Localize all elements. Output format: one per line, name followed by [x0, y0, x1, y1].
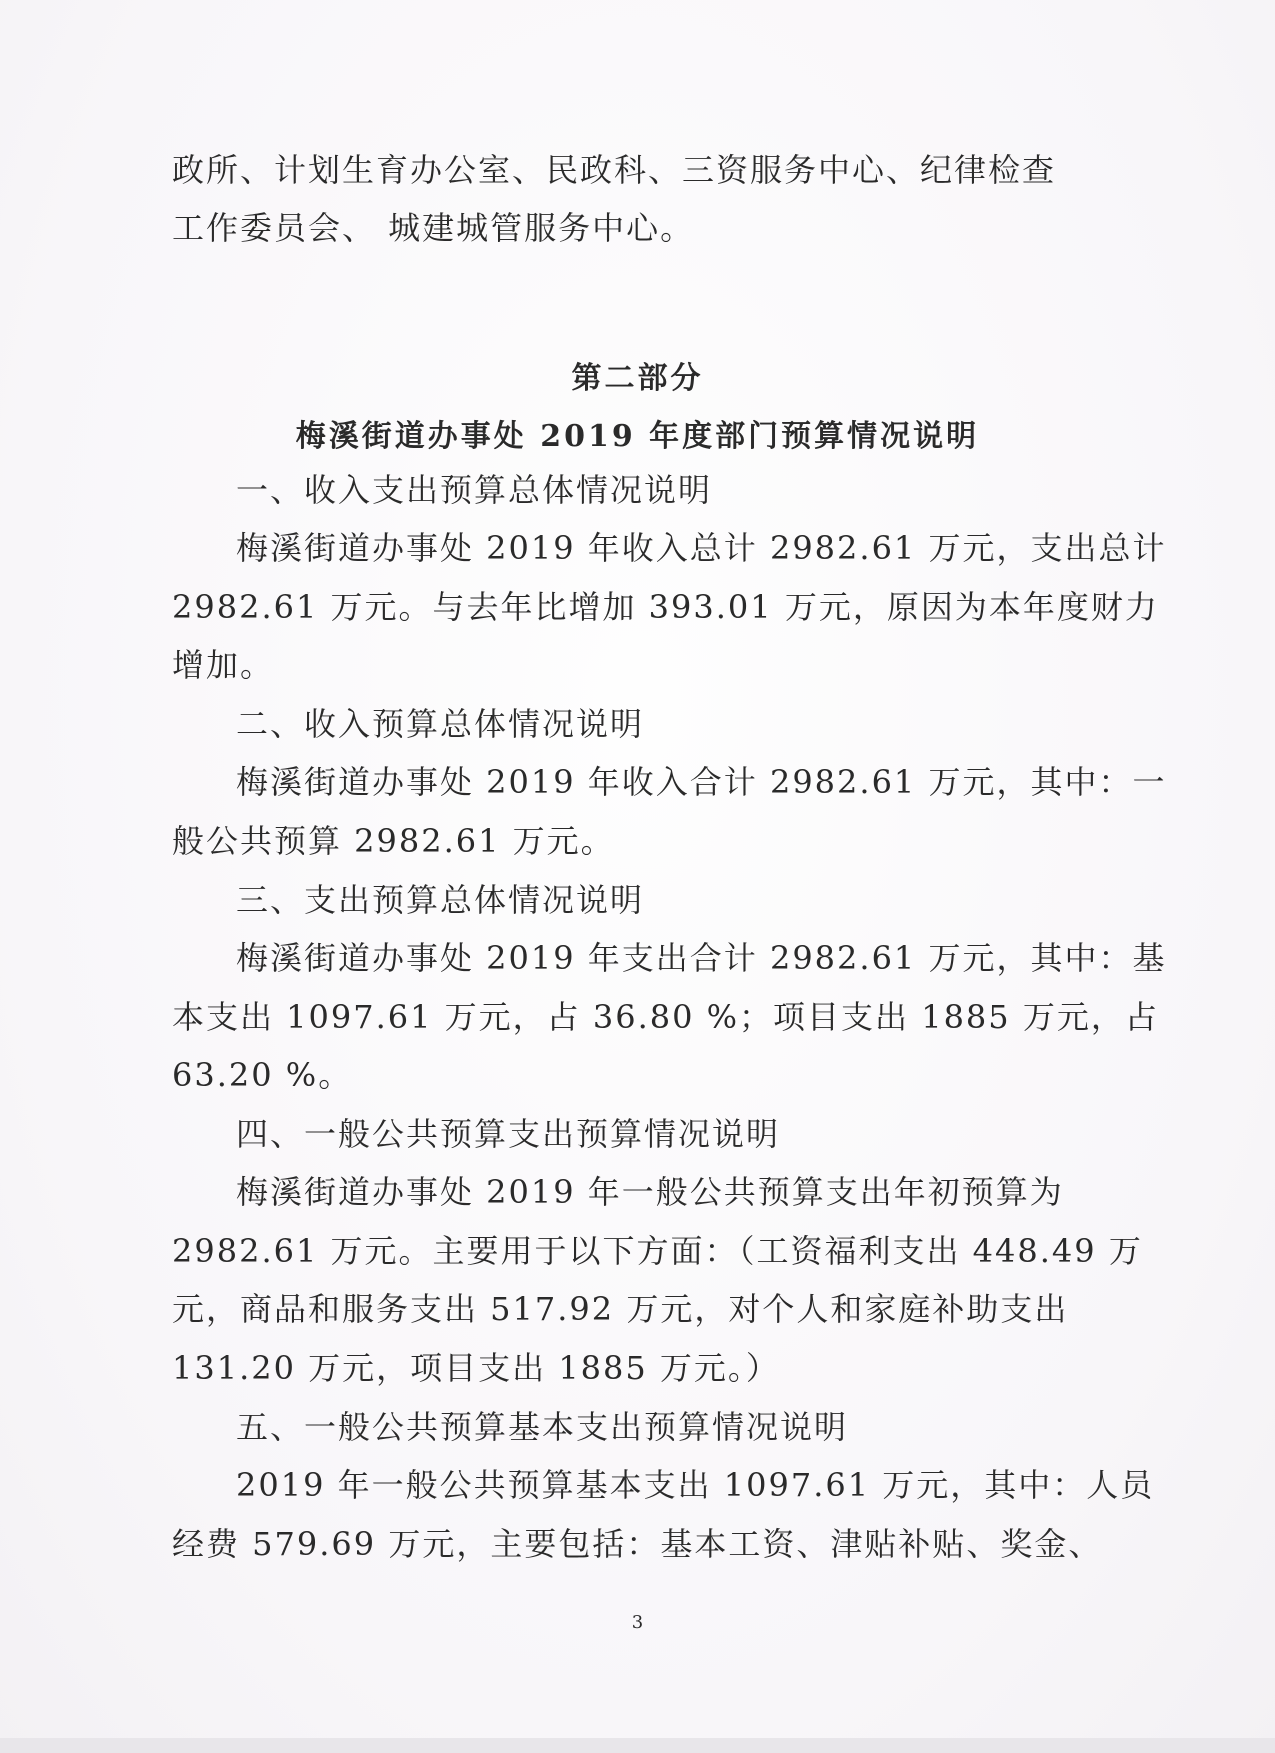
document-title: 梅溪街道办事处 2019 年度部门预算情况说明 [295, 419, 980, 454]
body-text-line: 2019 年一般公共预算基本支出 1097.61 万元，其中：人员 [236, 1466, 1155, 1504]
body-text-line: 政所、计划生育办公室、民政科、三资服务中心、纪律检查 [172, 151, 1057, 189]
body-text-line: 2982.61 万元。主要用于以下方面：（工资福利支出 448.49 万 [172, 1232, 1143, 1270]
body-text-line: 2982.61 万元。与去年比增加 393.01 万元，原因为本年度财力 [172, 588, 1159, 626]
page-number: 3 [631, 1612, 644, 1633]
section-heading: 四、一般公共预算支出预算情况说明 [236, 1115, 781, 1153]
section-heading: 三、支出预算总体情况说明 [236, 881, 645, 919]
body-text-line: 63.20 %。 [172, 1056, 353, 1094]
section-heading: 五、一般公共预算基本支出预算情况说明 [236, 1408, 849, 1446]
body-text-line: 梅溪街道办事处 2019 年支出合计 2982.61 万元，其中：基 [236, 939, 1167, 977]
section-heading: 二、收入预算总体情况说明 [236, 705, 645, 743]
body-text-line: 般公共预算 2982.61 万元。 [172, 822, 615, 860]
part-title: 第二部分 [571, 361, 704, 396]
body-text-line: 131.20 万元，项目支出 1885 万元。） [172, 1349, 780, 1387]
body-text-line: 梅溪街道办事处 2019 年收入总计 2982.61 万元，支出总计 [236, 529, 1167, 567]
body-text-line: 工作委员会、 城建城管服务中心。 [172, 209, 695, 247]
scan-bottom-edge [0, 1738, 1275, 1753]
body-text-line: 增加。 [172, 646, 275, 684]
body-text-line: 经费 579.69 万元，主要包括：基本工资、津贴补贴、奖金、 [172, 1525, 1103, 1563]
body-text-line: 本支出 1097.61 万元，占 36.80 %；项目支出 1885 万元，占 [172, 998, 1159, 1036]
body-text-line: 梅溪街道办事处 2019 年一般公共预算支出年初预算为 [236, 1173, 1064, 1211]
section-heading: 一、收入支出预算总体情况说明 [236, 471, 713, 509]
body-text-line: 梅溪街道办事处 2019 年收入合计 2982.61 万元，其中：一 [236, 763, 1167, 801]
body-text-line: 元，商品和服务支出 517.92 万元，对个人和家庭补助支出 [172, 1290, 1069, 1328]
